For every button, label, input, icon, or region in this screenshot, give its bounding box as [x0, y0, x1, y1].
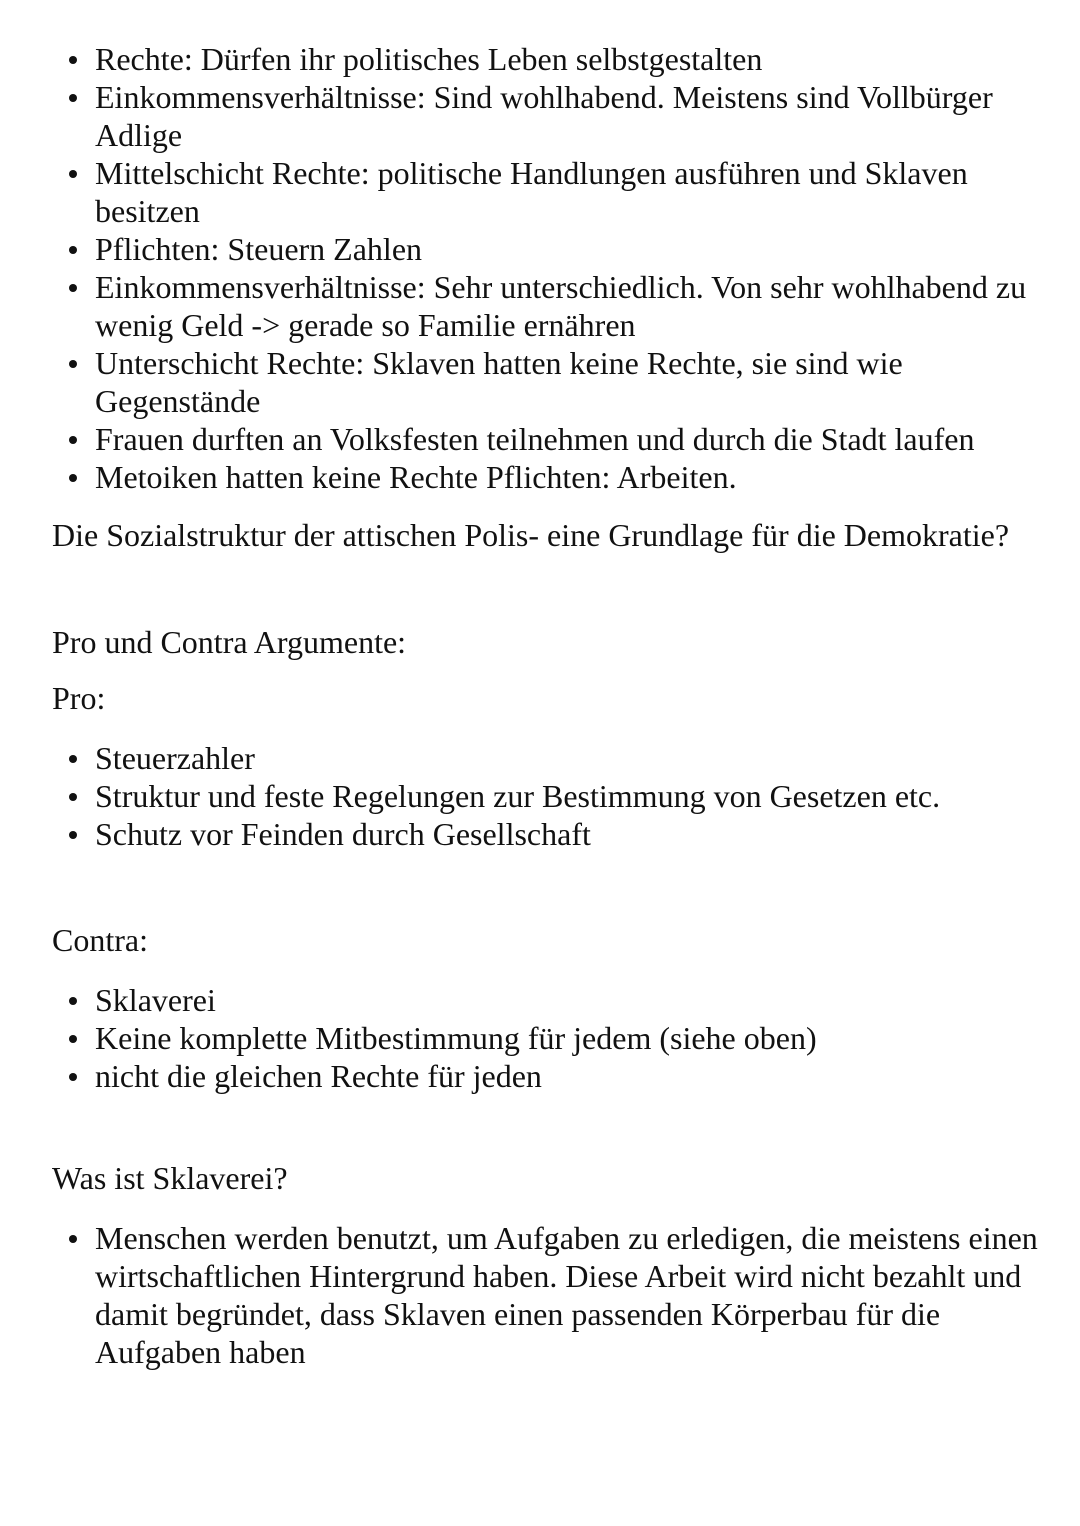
- list-item: Unterschicht Rechte: Sklaven hatten keine Rechte, sie sind wie Gegenstände: [52, 344, 1042, 420]
- slavery-heading: Was ist Sklaverei?: [52, 1160, 288, 1196]
- pro-list: [52, 739, 1042, 853]
- list-item: Menschen werden benutzt, um Aufgaben zu erledigen, die meistens einen wirtschaftlichen Hintergrund haben. Diese Arbeit wird nicht bezahlt und damit begründet, dass Sklaven einen passenden Körperbau für die Aufgaben haben: [52, 1219, 1042, 1371]
- list-item: Keine komplette Mitbestimmung für jedem (siehe oben): [52, 1019, 1042, 1057]
- list-item: Einkommensverhältnisse: Sind wohlhabend. Meistens sind Vollbürger Adlige: [52, 78, 1042, 154]
- list-item: Metoiken hatten keine Rechte Pflichten: Arbeiten.: [52, 458, 1042, 496]
- list-item: Mittelschicht Rechte: politische Handlungen ausführen und Sklaven besitzen: [52, 154, 1042, 230]
- list-item: Steuerzahler: [52, 739, 1042, 777]
- list-item: Sklaverei: [52, 981, 1042, 1019]
- list-item: nicht die gleichen Rechte für jeden: [52, 1057, 1042, 1095]
- slavery-list: [52, 1219, 1042, 1371]
- list-item: Pflichten: Steuern Zahlen: [52, 230, 1042, 268]
- list-item: Struktur und feste Regelungen zur Bestimmung von Gesetzen etc.: [52, 777, 1042, 815]
- arguments-heading: Pro und Contra Argumente:: [52, 624, 407, 660]
- list-item: Einkommensverhältnisse: Sehr unterschiedlich. Von sehr wohlhabend zu wenig Geld -> gerade so Familie ernähren: [52, 268, 1042, 344]
- question-heading: Die Sozialstruktur der attischen Polis- eine Grundlage für die Demokratie?: [52, 517, 1010, 553]
- pro-heading: Pro:: [52, 680, 106, 716]
- document-page: [52, 40, 1042, 1371]
- list-item: Rechte: Dürfen ihr politisches Leben selbstgestalten: [52, 40, 1042, 78]
- contra-list: [52, 981, 1042, 1095]
- contra-heading: Contra:: [52, 922, 148, 958]
- list-item: Frauen durften an Volksfesten teilnehmen und durch die Stadt laufen: [52, 420, 1042, 458]
- list-item: Schutz vor Feinden durch Gesellschaft: [52, 815, 1042, 853]
- social-classes-list: [52, 40, 1042, 496]
